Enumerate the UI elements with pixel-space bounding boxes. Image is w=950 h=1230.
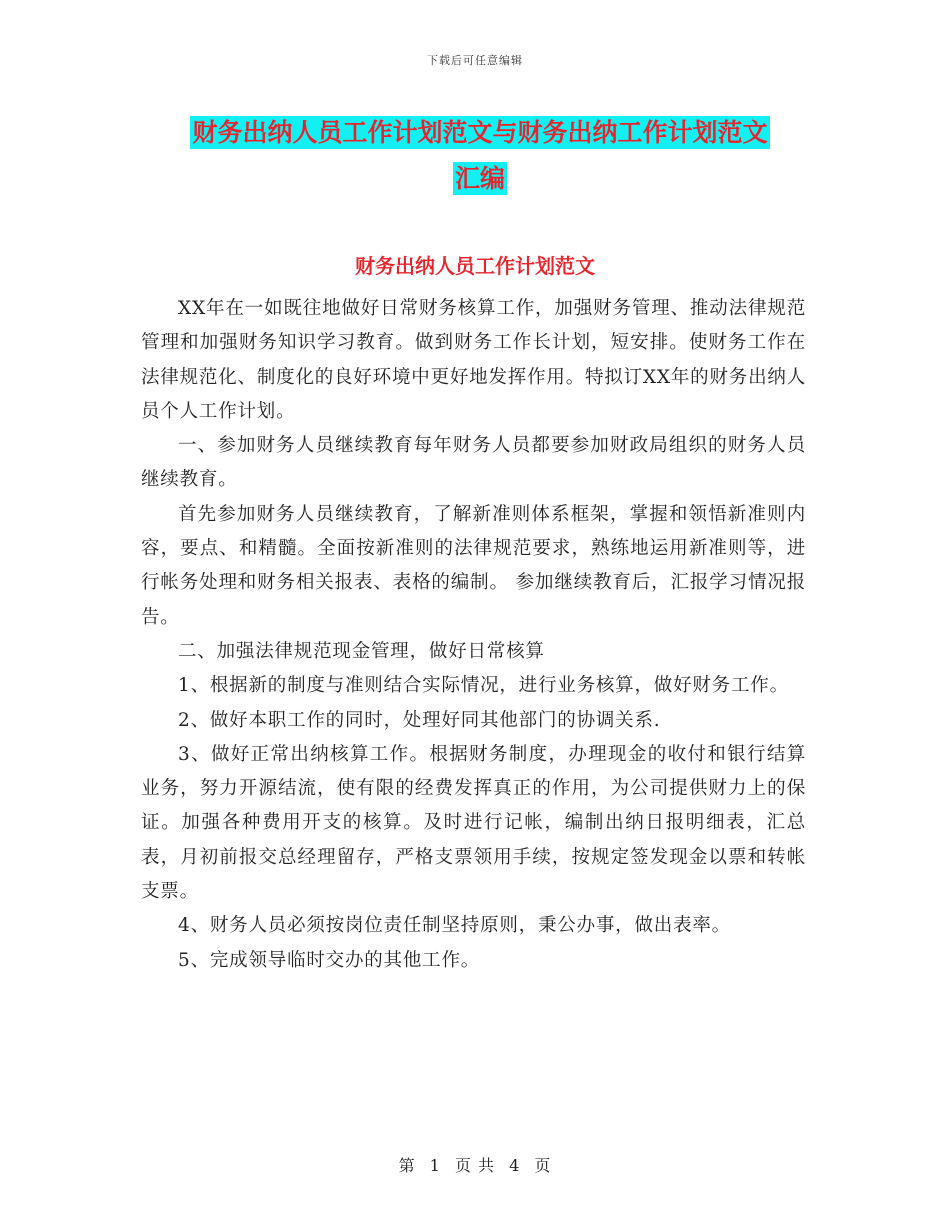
- paragraph: XX年在一如既往地做好日常财务核算工作，加强财务管理、推动法律规范管理和加强财务知识学习教育。做到财务工作长计划，短安排。使财务工作在法律规范化、制度化的良好环境中更好地发挥作用。特拟订XX年的财务出纳人员个人工作计划。: [141, 298, 806, 422]
- paragraph: 首先参加财务人员继续教育，了解新准则体系框架，掌握和领悟新准则内容，要点、和精髓。全面按新准则的法律规范要求，熟练地运用新准则等，进行帐务处理和财务相关报表、表格的编制。 参加继续教育后，汇报学习情况报告。: [141, 503, 806, 628]
- footer-mid: 页 共: [454, 1156, 496, 1175]
- header-note: 下载后可任意编辑: [427, 54, 523, 67]
- paragraph: 二、加强法律规范现金管理，做好日常核算: [178, 640, 545, 662]
- paragraph: 一、参加财务人员继续教育每年财务人员都要参加财政局组织的财务人员继续教育。: [141, 435, 806, 491]
- paragraph: 5、完成领导临时交办的其他工作。: [178, 949, 481, 971]
- page-total: 4: [509, 1156, 521, 1175]
- paragraph: 3、做好正常出纳核算工作。根据财务制度，办理现金的收付和银行结算业务，努力开源结流，使有限的经费发挥真正的作用，为公司提供财力上的保证。加强各种费用开支的核算。及时进行记帐，编制出纳日报明细表，汇总表，月初前报交总经理留存，严格支票领用手续，按规定签发现金以票和转帐支票。: [141, 743, 806, 903]
- footer-suffix: 页: [534, 1156, 552, 1175]
- title-line-2: 汇编: [454, 164, 505, 193]
- paragraph: 2、做好本职工作的同时，处理好同其他部门的协调关系.: [178, 709, 661, 731]
- document-title: [130, 110, 830, 202]
- footer-prefix: 第: [398, 1156, 416, 1175]
- paragraph: 1、根据新的制度与准则结合实际情况，进行业务核算，做好财务工作。: [178, 675, 789, 697]
- page-footer: [0, 1153, 950, 1176]
- section-title: 财务出纳人员工作计划范文: [355, 254, 595, 278]
- page-number: 1: [429, 1156, 441, 1175]
- title-line-1: 财务出纳人员工作计划范文与财务出纳工作计划范文: [192, 118, 768, 147]
- document-body: [141, 292, 806, 978]
- paragraph: 4、财务人员必须按岗位责任制坚持原则，秉公办事，做出表率。: [178, 915, 731, 937]
